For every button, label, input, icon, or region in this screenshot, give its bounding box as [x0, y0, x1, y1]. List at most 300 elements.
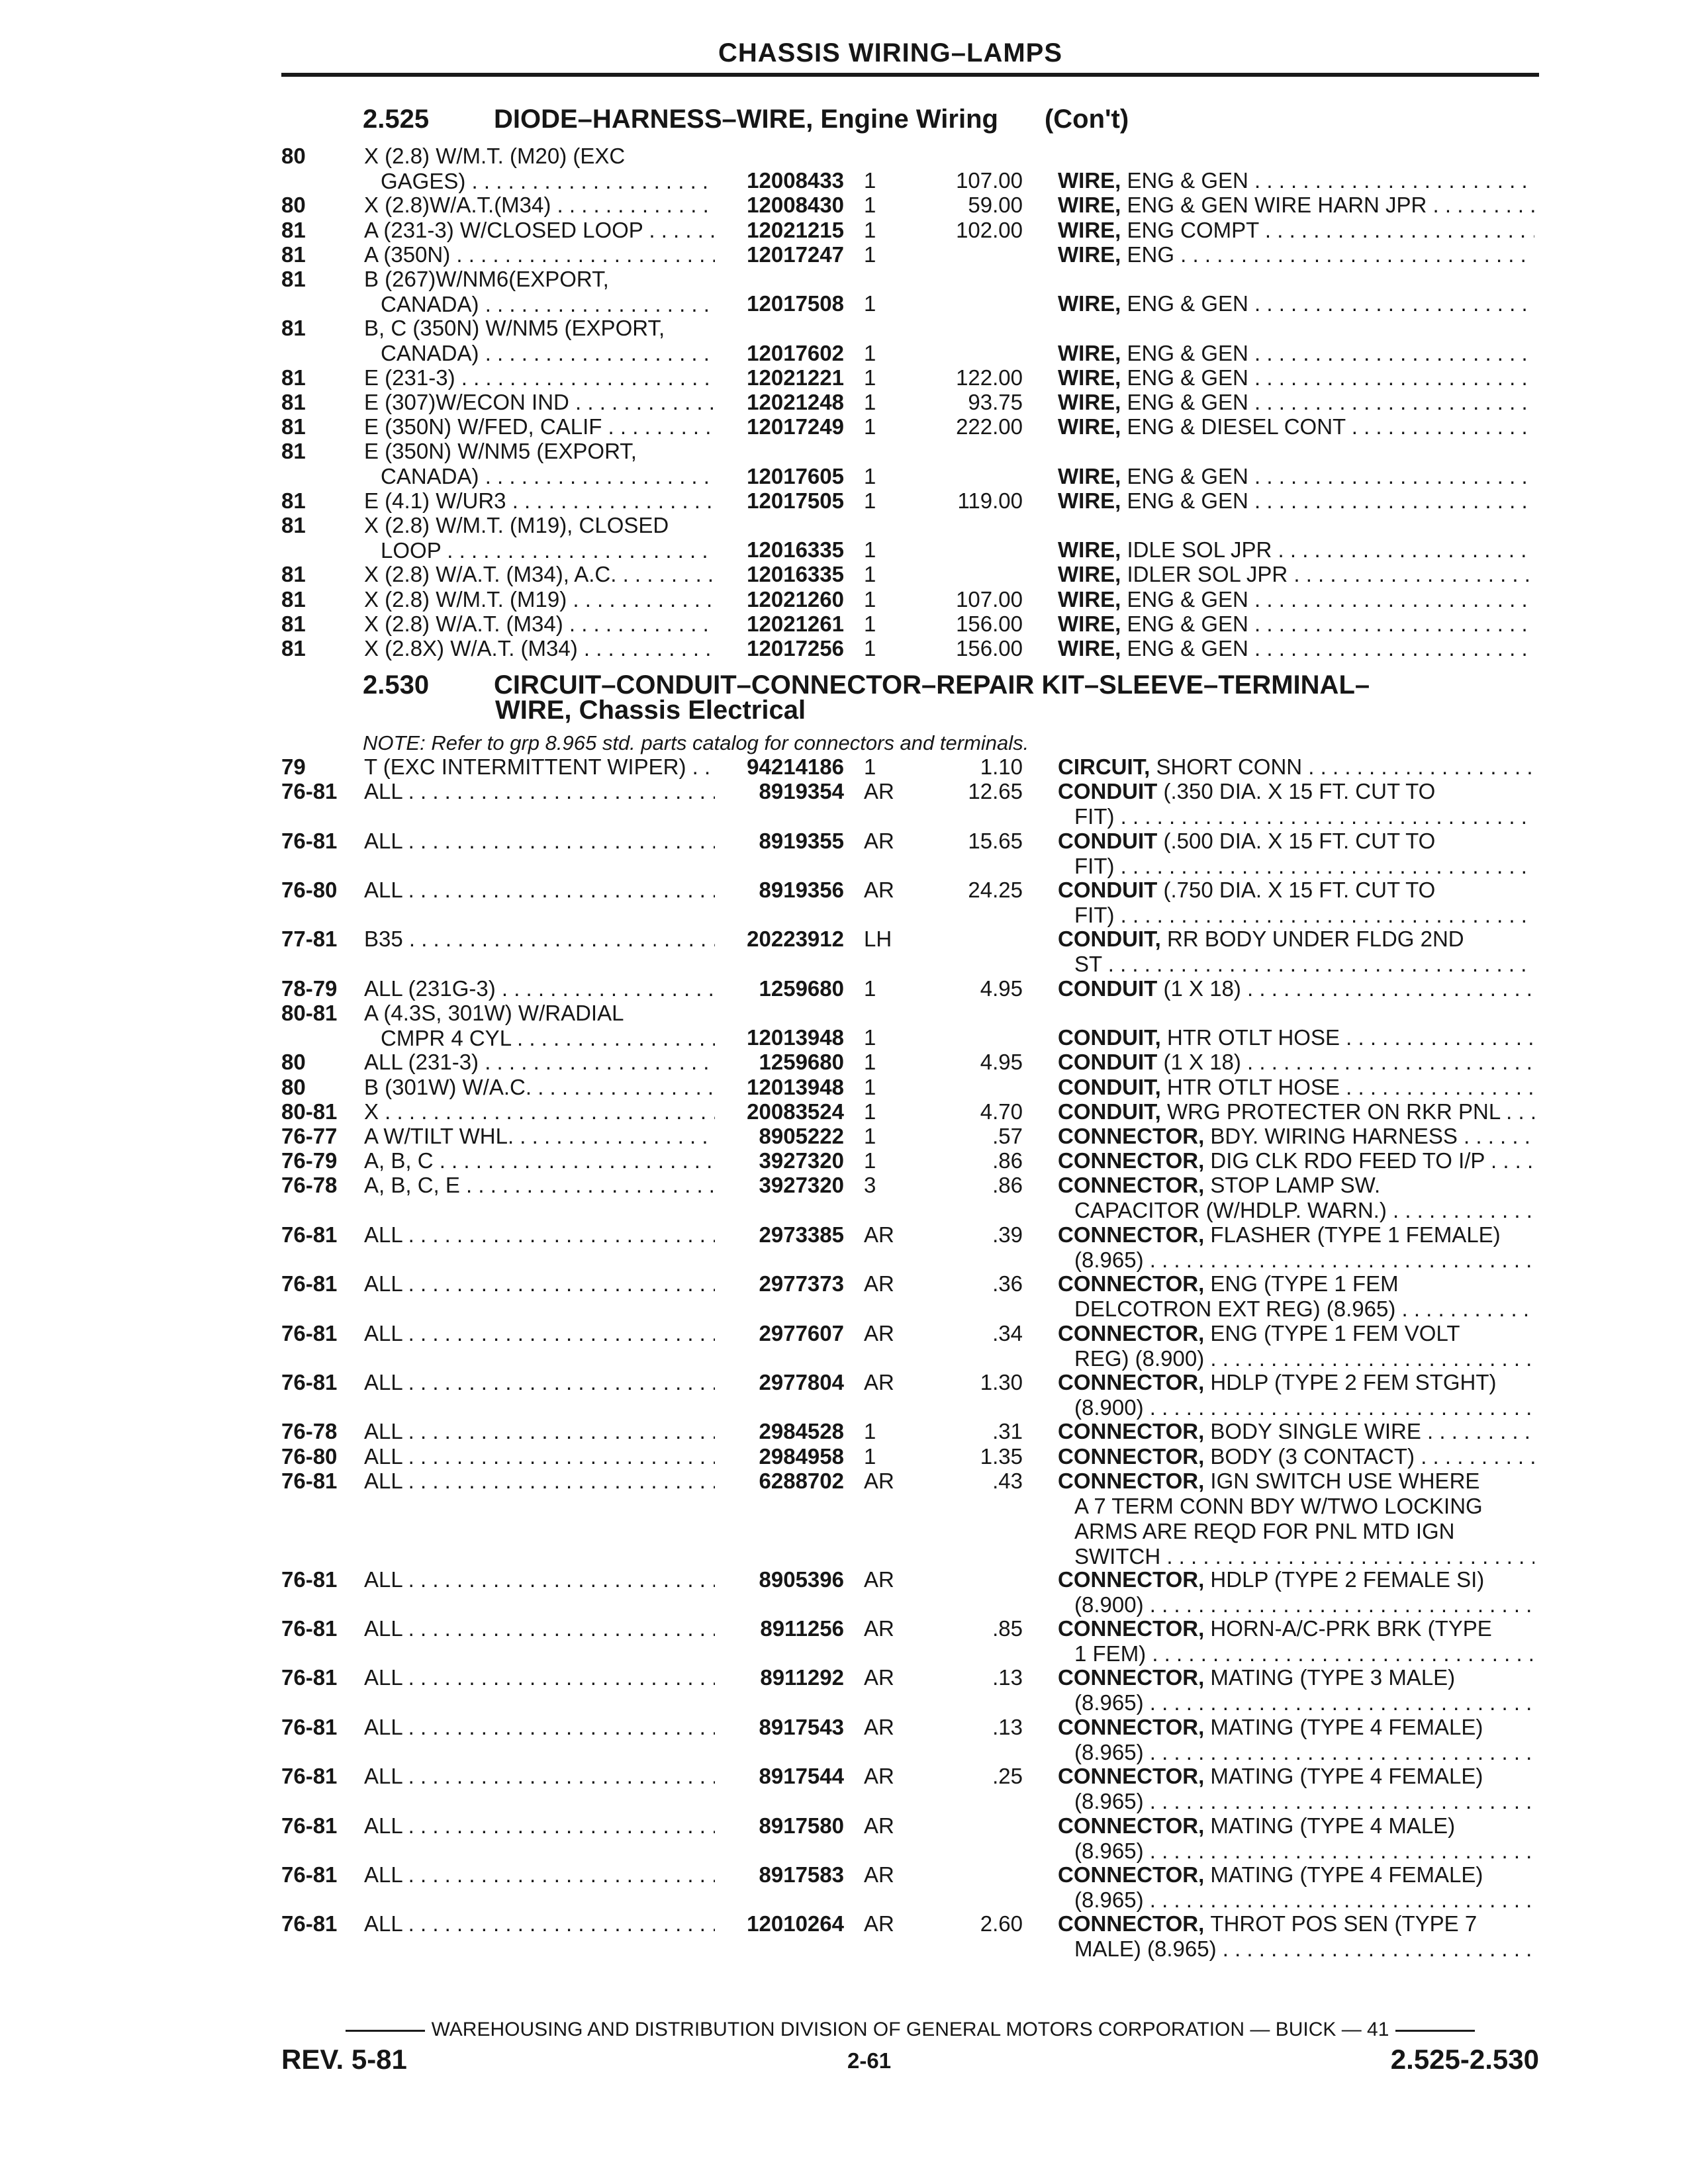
item-text: ENG — [1127, 242, 1175, 267]
application-description — [364, 1444, 715, 1469]
description-line: ALL . . . — [364, 1616, 715, 1641]
item-text: IDLER SOL JPR — [1127, 562, 1288, 587]
item-text: BDY. WIRING HARNESS — [1210, 1124, 1458, 1148]
part-number: 12017508 — [747, 291, 844, 316]
item-text: HTR OTLT HOSE — [1167, 1074, 1340, 1099]
item-category: CONNECTOR, — [1058, 1665, 1211, 1690]
application-description — [364, 267, 715, 317]
quantity: 1 — [864, 1124, 876, 1148]
quantity: AR — [864, 1665, 894, 1690]
application-description — [364, 1715, 715, 1740]
item-name — [1058, 1444, 1534, 1469]
quantity: 1 — [864, 1443, 876, 1469]
part-number: 3927320 — [759, 1148, 844, 1173]
item-category: CONNECTOR, — [1058, 1813, 1211, 1838]
item-text: IDLE SOL JPR — [1127, 537, 1272, 563]
application-description — [364, 1764, 715, 1789]
part-number: 12021261 — [747, 611, 844, 636]
part-number: 12017605 — [747, 463, 844, 488]
application-description — [364, 1419, 715, 1444]
description-line: X (2.8) W/M.T. (M19) . . . — [364, 587, 715, 612]
item-name — [1058, 537, 1534, 563]
quantity: 1 — [864, 291, 876, 316]
description-line: ALL . . . — [364, 1862, 715, 1888]
quantity: 1 — [864, 463, 876, 488]
part-number: 2977804 — [759, 1370, 844, 1394]
item-text: ARMS ARE REQD FOR PNL MTD IGN — [1074, 1518, 1455, 1543]
quantity: 1 — [864, 193, 876, 218]
item-text: WRG PROTECTER ON RKR PNL — [1167, 1099, 1500, 1124]
item-line — [1058, 1222, 1534, 1248]
part-number: 8917544 — [759, 1764, 844, 1789]
part-number: 12017249 — [747, 414, 844, 439]
application-description — [364, 612, 715, 637]
application-description — [364, 1222, 715, 1248]
application-description — [364, 1862, 715, 1888]
application-description — [364, 754, 715, 780]
item-category: CONNECTOR, — [1058, 1124, 1211, 1148]
list-price: .13 — [992, 1714, 1023, 1739]
part-number: 6288702 — [759, 1468, 844, 1493]
item-text: (8.965) — [1074, 1888, 1144, 1912]
item-line — [1058, 365, 1534, 390]
item-name — [1058, 1271, 1534, 1322]
item-line — [1058, 1346, 1534, 1371]
description-line: A, B, C, E . . . — [364, 1173, 715, 1198]
application-description — [364, 587, 715, 612]
description-line: E (307)W/ECON IND . . . — [364, 390, 715, 415]
item-line — [1058, 1025, 1534, 1050]
application-description — [364, 1321, 715, 1346]
item-category: CONNECTOR, — [1058, 1468, 1211, 1493]
model-year: 76-81 — [281, 1911, 338, 1936]
description-line: ALL . . . — [364, 1665, 715, 1690]
description-line: X (2.8) W/A.T. (M34) . . . — [364, 612, 715, 637]
footer-rule-right — [1395, 2030, 1475, 2032]
model-year: 77-81 — [281, 927, 338, 952]
item-name — [1058, 488, 1534, 514]
item-text: (.350 DIA. X 15 FT. CUT TO — [1163, 779, 1436, 804]
catalog-note: NOTE: Refer to grp 8.965 std. parts catalog for connectors and terminals. — [363, 731, 1029, 754]
application-description — [364, 414, 715, 439]
item-line — [1058, 1911, 1534, 1936]
application-description — [364, 1813, 715, 1839]
item-category: CONNECTOR, — [1058, 1148, 1211, 1173]
item-line — [1058, 1764, 1534, 1789]
item-line — [1058, 537, 1534, 563]
description-line: A, B, C . . . — [364, 1148, 715, 1173]
quantity: AR — [864, 779, 894, 804]
item-category: WIRE, — [1058, 168, 1127, 193]
item-line — [1058, 1494, 1534, 1519]
model-year: 76-81 — [281, 1222, 338, 1247]
description-line: ALL . . . — [364, 1271, 715, 1297]
part-number: 12017247 — [747, 242, 844, 267]
description-line: LOOP . . . — [364, 538, 715, 563]
item-name — [1058, 414, 1534, 439]
item-line — [1058, 1099, 1534, 1124]
model-year: 76-81 — [281, 1764, 338, 1789]
item-line — [1058, 636, 1534, 661]
section-continued: (Con't) — [1044, 105, 1129, 134]
part-number: 12021221 — [747, 365, 844, 390]
item-name — [1058, 1764, 1534, 1814]
item-line — [1058, 1616, 1534, 1641]
part-number: 12016335 — [747, 537, 844, 563]
part-number: 8919356 — [759, 878, 844, 902]
item-line — [1058, 1297, 1534, 1322]
item-category: WIRE, — [1058, 217, 1127, 242]
description-line: X . . . — [364, 1099, 715, 1124]
application-description — [364, 779, 715, 804]
item-name — [1058, 218, 1534, 243]
item-text: DELCOTRON EXT REG) (8.965) — [1074, 1297, 1396, 1322]
model-year: 76-78 — [281, 1419, 338, 1444]
item-line — [1058, 1395, 1534, 1420]
part-number: 12008430 — [747, 193, 844, 218]
item-category: CONDUIT — [1058, 976, 1164, 1001]
item-text: ENG (TYPE 1 FEM — [1210, 1271, 1399, 1297]
item-line — [1058, 414, 1534, 439]
application-description — [364, 218, 715, 243]
item-line — [1058, 804, 1534, 829]
item-line — [1058, 1690, 1534, 1715]
item-line — [1058, 952, 1534, 977]
part-number: 2977607 — [759, 1320, 844, 1345]
list-price: 4.95 — [980, 976, 1023, 1001]
application-description — [364, 513, 715, 563]
item-line — [1058, 1665, 1534, 1690]
list-price: 107.00 — [956, 586, 1023, 612]
part-number: 12021260 — [747, 586, 844, 612]
item-name — [1058, 1616, 1534, 1666]
section-number: 2.525 — [363, 105, 430, 134]
item-text: (8.965) — [1074, 1247, 1144, 1272]
item-line — [1058, 341, 1534, 366]
list-price: 156.00 — [956, 611, 1023, 636]
list-price: 59.00 — [968, 193, 1023, 218]
item-text: (8.965) — [1074, 1739, 1144, 1764]
description-line: T (EXC INTERMITTENT WIPER) . . . — [364, 754, 715, 780]
quantity: 1 — [864, 1025, 876, 1050]
application-description — [364, 242, 715, 267]
model-year: 81 — [281, 365, 306, 390]
model-year: 80 — [281, 144, 306, 168]
item-name — [1058, 1370, 1534, 1420]
item-category: WIRE, — [1058, 586, 1127, 612]
item-category: WIRE, — [1058, 488, 1127, 513]
item-line — [1058, 1271, 1534, 1297]
item-category: CONNECTOR, — [1058, 1222, 1211, 1247]
description-line: ALL . . . — [364, 829, 715, 854]
list-price: .31 — [992, 1419, 1023, 1444]
item-text: (1 X 18) — [1163, 976, 1241, 1001]
item-name — [1058, 1862, 1534, 1913]
item-name — [1058, 587, 1534, 612]
item-line — [1058, 612, 1534, 637]
quantity: 1 — [864, 414, 876, 439]
item-category: CONNECTOR, — [1058, 1419, 1211, 1444]
list-price: 1.35 — [980, 1443, 1023, 1469]
footer-rule-left — [346, 2030, 425, 2032]
item-name — [1058, 464, 1534, 489]
quantity: 1 — [864, 754, 876, 779]
item-line — [1058, 1813, 1534, 1839]
part-number: 8905222 — [759, 1124, 844, 1148]
application-description — [364, 636, 715, 661]
application-description — [364, 390, 715, 415]
list-price: 2.60 — [980, 1911, 1023, 1936]
model-year: 79 — [281, 754, 306, 779]
part-number: 12010264 — [747, 1911, 844, 1936]
item-name — [1058, 390, 1534, 415]
item-line — [1058, 779, 1534, 804]
item-line — [1058, 464, 1534, 489]
item-text: MATING (TYPE 4 FEMALE) — [1210, 1764, 1483, 1789]
description-line: CANADA) . . . — [364, 341, 715, 366]
description-line: X (2.8) W/A.T. (M34), A.C. . . . — [364, 562, 715, 587]
item-text: RR BODY UNDER FLDG 2ND — [1167, 927, 1464, 952]
part-number: 12013948 — [747, 1074, 844, 1099]
item-text: BODY (3 CONTACT) — [1210, 1443, 1415, 1469]
section-range: 2.525-2.530 — [1390, 2044, 1539, 2075]
list-price: 93.75 — [968, 390, 1023, 414]
item-line — [1058, 291, 1534, 316]
item-line — [1058, 1567, 1534, 1592]
item-name — [1058, 1099, 1534, 1124]
part-number: 8911256 — [760, 1616, 844, 1641]
item-category: CONNECTOR, — [1058, 1370, 1211, 1394]
item-category: WIRE, — [1058, 562, 1127, 587]
item-category: CONNECTOR, — [1058, 1173, 1211, 1198]
quantity: 1 — [864, 562, 876, 587]
quantity: 1 — [864, 1099, 876, 1124]
item-text: STOP LAMP SW. — [1210, 1173, 1381, 1198]
item-name — [1058, 1124, 1534, 1149]
quantity: 1 — [864, 1148, 876, 1173]
model-year: 76-80 — [281, 878, 338, 902]
section-title-line2: WIRE, Chassis Electrical — [495, 696, 806, 725]
item-text: MATING (TYPE 4 FEMALE) — [1210, 1862, 1483, 1887]
item-name — [1058, 1715, 1534, 1765]
model-year: 80 — [281, 1050, 306, 1075]
section-number: 2.530 — [363, 670, 430, 700]
item-line — [1058, 1248, 1534, 1273]
list-price: .34 — [992, 1320, 1023, 1345]
item-name — [1058, 976, 1534, 1001]
part-number: 8917543 — [759, 1714, 844, 1739]
description-line: B (267)W/NM6(EXPORT, — [364, 267, 609, 291]
list-price: 122.00 — [956, 365, 1023, 390]
description-line: ALL . . . — [364, 1321, 715, 1346]
item-category: CONDUIT — [1058, 1050, 1164, 1075]
item-line — [1058, 1740, 1534, 1765]
quantity: AR — [864, 1911, 894, 1936]
item-text: THROT POS SEN (TYPE 7 — [1210, 1911, 1477, 1936]
list-price: .36 — [992, 1271, 1023, 1297]
item-line — [1058, 488, 1534, 514]
list-price: 1.10 — [980, 754, 1023, 779]
item-text: ENG & GEN — [1127, 636, 1248, 660]
list-price: .86 — [992, 1173, 1023, 1198]
application-description — [364, 1001, 715, 1051]
item-text: IGN SWITCH USE WHERE — [1210, 1468, 1480, 1493]
item-category: CONNECTOR, — [1058, 1567, 1211, 1592]
application-description — [364, 1469, 715, 1494]
description-line: ALL . . . — [364, 878, 715, 903]
description-line: B35 . . . — [364, 927, 715, 952]
footer-division-line — [281, 2019, 1539, 2041]
page-number: 2-61 — [847, 2048, 892, 2073]
item-name — [1058, 365, 1534, 390]
application-description — [364, 316, 715, 366]
item-text: MATING (TYPE 4 MALE) — [1210, 1813, 1456, 1838]
item-line — [1058, 1839, 1534, 1864]
item-text: (1 X 18) — [1163, 1050, 1241, 1075]
item-name — [1058, 291, 1534, 316]
item-category: CONNECTOR, — [1058, 1616, 1211, 1641]
model-year: 81 — [281, 242, 306, 267]
item-category: WIRE, — [1058, 636, 1127, 660]
item-name — [1058, 779, 1534, 829]
item-text: FIT) — [1074, 853, 1115, 878]
item-name — [1058, 168, 1534, 193]
item-name — [1058, 878, 1534, 928]
quantity: AR — [864, 1764, 894, 1789]
item-line — [1058, 1519, 1534, 1544]
item-category: WIRE, — [1058, 365, 1127, 390]
part-number: 12008433 — [747, 168, 844, 193]
model-year: 81 — [281, 414, 306, 439]
part-number: 1259680 — [759, 1050, 844, 1075]
item-text: (8.965) — [1074, 1838, 1144, 1863]
quantity: AR — [864, 1468, 894, 1493]
description-line: ALL . . . — [364, 1715, 715, 1740]
quantity: AR — [864, 1567, 894, 1592]
item-category: CONNECTOR, — [1058, 1911, 1211, 1936]
item-name — [1058, 1813, 1534, 1864]
part-number: 94214186 — [747, 754, 844, 779]
item-name — [1058, 562, 1534, 587]
description-line: ALL (231G-3) . . . — [364, 976, 715, 1001]
part-number: 8905396 — [759, 1567, 844, 1592]
model-year: 76-81 — [281, 1813, 338, 1838]
item-line — [1058, 1544, 1534, 1569]
list-price: 156.00 — [956, 636, 1023, 660]
model-year: 81 — [281, 611, 306, 636]
item-text: ENG & GEN WIRE HARN JPR — [1127, 193, 1427, 218]
item-line — [1058, 1592, 1534, 1617]
model-year: 80 — [281, 193, 306, 218]
list-price: 15.65 — [968, 828, 1023, 853]
item-name — [1058, 1075, 1534, 1100]
item-text: ENG & GEN — [1127, 463, 1248, 488]
model-year: 76-78 — [281, 1173, 338, 1198]
description-line: X (2.8X) W/A.T. (M34) . . . — [364, 636, 715, 661]
part-number: 20223912 — [747, 927, 844, 952]
model-year: 78-79 — [281, 976, 338, 1001]
item-line — [1058, 1148, 1534, 1173]
application-description — [364, 1099, 715, 1124]
quantity: AR — [864, 1222, 894, 1247]
item-name — [1058, 1567, 1534, 1617]
item-text: ENG & GEN — [1127, 390, 1248, 414]
application-description — [364, 488, 715, 514]
item-category: CONDUIT, — [1058, 1025, 1167, 1050]
application-description — [364, 927, 715, 952]
model-year: 81 — [281, 267, 306, 291]
item-name — [1058, 341, 1534, 366]
model-year: 81 — [281, 636, 306, 660]
model-year: 76-81 — [281, 1714, 338, 1739]
description-line: ALL . . . — [364, 1469, 715, 1494]
model-year: 80 — [281, 1074, 306, 1099]
item-line — [1058, 1862, 1534, 1888]
part-number: 2984958 — [759, 1443, 844, 1469]
model-year: 76-81 — [281, 779, 338, 804]
item-line — [1058, 390, 1534, 415]
list-price: 119.00 — [957, 488, 1023, 513]
item-category: WIRE, — [1058, 537, 1127, 563]
list-price: .43 — [992, 1468, 1023, 1493]
part-number: 12013948 — [747, 1025, 844, 1050]
item-text: (.750 DIA. X 15 FT. CUT TO — [1163, 878, 1436, 902]
item-text: FIT) — [1074, 903, 1115, 927]
model-year: 81 — [281, 513, 306, 537]
description-line: A (231-3) W/CLOSED LOOP . . . — [364, 218, 715, 243]
item-line — [1058, 1789, 1534, 1814]
application-description — [364, 1370, 715, 1395]
list-price: 4.70 — [980, 1099, 1023, 1124]
item-line — [1058, 1124, 1534, 1149]
application-description — [364, 193, 715, 218]
item-category: WIRE, — [1058, 463, 1127, 488]
part-number: 8911292 — [760, 1665, 844, 1690]
item-category: WIRE, — [1058, 390, 1127, 414]
description-line: B (301W) W/A.C. . . . — [364, 1075, 715, 1100]
item-line — [1058, 1419, 1534, 1444]
model-year: 76-81 — [281, 1468, 338, 1493]
item-text: (8.900) — [1074, 1592, 1144, 1617]
application-description — [364, 1124, 715, 1149]
description-line: E (350N) W/NM5 (EXPORT, — [364, 439, 637, 464]
item-text: ENG & GEN — [1127, 291, 1248, 316]
quantity: 1 — [864, 365, 876, 390]
item-category: CONNECTOR, — [1058, 1862, 1211, 1887]
item-line — [1058, 976, 1534, 1001]
model-year: 81 — [281, 390, 306, 414]
list-price: .13 — [992, 1665, 1023, 1690]
model-year: 76-81 — [281, 1271, 338, 1297]
quantity: AR — [864, 1616, 894, 1641]
item-text: HTR OTLT HOSE — [1167, 1025, 1340, 1050]
item-text: REG) (8.900) — [1074, 1345, 1205, 1371]
quantity: 1 — [864, 976, 876, 1001]
quantity: AR — [864, 1320, 894, 1345]
item-text: ENG & GEN — [1127, 340, 1248, 365]
quantity: AR — [864, 1813, 894, 1838]
header-rule — [281, 73, 1539, 77]
part-number: 2984528 — [759, 1419, 844, 1444]
application-description — [364, 562, 715, 587]
item-category: CONDUIT, — [1058, 1099, 1167, 1124]
item-category: WIRE, — [1058, 340, 1127, 365]
item-line — [1058, 193, 1534, 218]
part-number: 8919354 — [759, 779, 844, 804]
item-text: 1 FEM) — [1074, 1641, 1147, 1666]
item-category: WIRE, — [1058, 242, 1127, 267]
item-name — [1058, 193, 1534, 218]
